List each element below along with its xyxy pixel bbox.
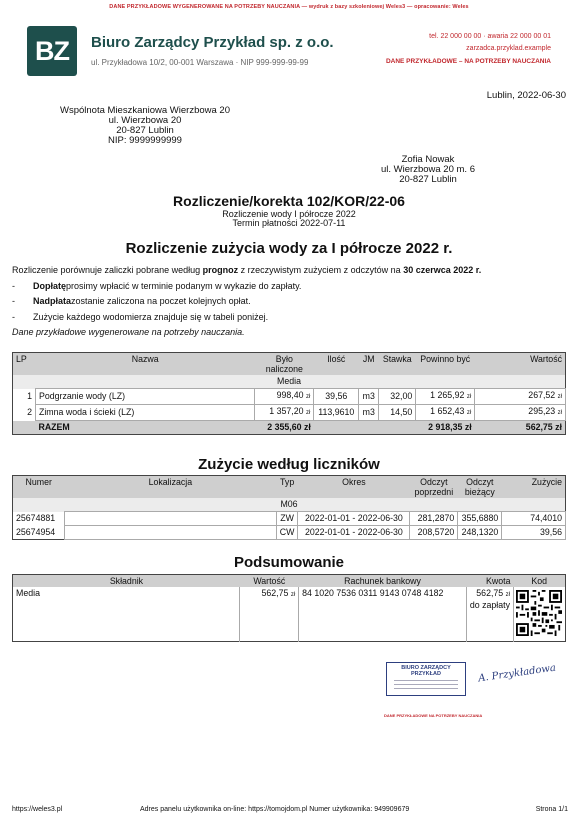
total-row — [13, 421, 566, 435]
company-name: Biuro Zarządcy Przykład sp. z o.o. — [91, 34, 334, 51]
col-component: Składnik — [13, 575, 240, 588]
col-unit: JM — [359, 353, 379, 376]
summary-table — [12, 574, 566, 642]
place-date: Lublin, 2022-06-30 — [486, 90, 566, 101]
contact-email: zarzadca.przyklad.example — [466, 45, 551, 52]
bullet-item: - Zużycie każdego wodomierza znajduje się w tabeli poniżej. — [12, 310, 572, 326]
total-label: RAZEM — [35, 421, 254, 435]
sample-data-note: Dane przykładowe wygenerowane na potrzeby nauczania. — [12, 327, 245, 337]
table-header-row — [13, 353, 566, 376]
bank-account: 84 1020 7536 0311 9143 0748 4182 — [299, 587, 467, 641]
bullet-item: - Nadpłatazostanie zaliczona na poczet kolejnych opłat. — [12, 294, 572, 310]
col-lp: LP — [13, 353, 36, 376]
group-label: M06 — [13, 498, 566, 512]
signature-footnote: DANE PRZYKŁADOWE NA POTRZEBY NAUCZANIA — [384, 713, 483, 718]
footer-website: https://weles3.pl — [12, 806, 63, 813]
seller-nip: NIP: 9999999999 — [108, 135, 182, 146]
total-charged: 2 355,60 zł — [255, 421, 314, 435]
footer-page-number: Strona 1/1 — [535, 806, 568, 813]
seller-street: ul. Wierzbowa 20 — [108, 115, 182, 126]
company-address: ul. Przykładowa 10/2, 00-001 Warszawa · NIP 999-999-99-99 — [91, 58, 309, 67]
payment-due: Termin płatności 2022-07-11 — [232, 218, 346, 228]
table-row: 2 Zimna woda i ścieki (LZ) 1 357,20 zł 113,9610 m3 14,50 1 652,43 zł 295,23 zł — [13, 405, 566, 421]
intro-paragraph: Rozliczenie porównuje zaliczki pobrane według prognoz z rzeczywistym zużyciem z odczytów na 30 czerwca 2022 r. — [12, 265, 482, 275]
settlement-section-title: Rozliczenie zużycia wody za I półrocze 2022 r. — [125, 240, 453, 257]
charges-table — [12, 352, 566, 435]
document-title: Rozliczenie/korekta 102/KOR/22-06 — [173, 193, 405, 209]
seller-name: Wspólnota Mieszkaniowa Wierzbowa 20 — [59, 105, 231, 116]
col-qty: Ilość — [314, 353, 359, 376]
col-amount: Kwota — [466, 575, 513, 588]
meters-table — [12, 475, 566, 540]
intro-text — [12, 263, 572, 341]
handwritten-signature: A. Przykładowa — [477, 662, 557, 685]
col-type: Typ — [276, 476, 298, 499]
col-account: Rachunek bankowy — [299, 575, 467, 588]
col-usage: Zużycie — [502, 476, 566, 499]
document-subtitle: Rozliczenie wody I półrocze 2022 — [222, 209, 356, 219]
company-logo: BZ — [27, 26, 77, 76]
col-period: Okres — [298, 476, 410, 499]
seller-city: 20-827 Lublin — [116, 125, 174, 136]
buyer-name: Zofia Nowak — [401, 154, 455, 165]
col-location: Lokalizacja — [64, 476, 276, 499]
total-value: 562,75 zł — [475, 421, 566, 435]
buyer-street: ul. Wierzbowa 20 m. 6 — [381, 164, 475, 175]
table-row: 25674954 CW 2022-01-01 - 2022-06-30 208,5720 248,1320 39,56 — [13, 526, 566, 540]
group-row — [13, 498, 566, 512]
col-rate: Stawka — [379, 353, 416, 376]
payment-qr-code — [516, 590, 562, 636]
group-label: Media — [13, 375, 566, 389]
company-stamp: BIURO ZARZĄDCY PRZYKŁAD — [386, 662, 466, 696]
training-banner: DANE PRZYKŁADOWE WYGENEROWANE NA POTRZEBY NAUCZANIA — wydruk z bazy szkoleniowej Weles3 — opracowanie: Weles — [109, 4, 469, 10]
col-code: Kod — [513, 575, 565, 588]
col-number: Numer — [13, 476, 65, 499]
buyer-address — [368, 155, 488, 185]
intro-bullets — [12, 279, 572, 326]
summary-row: Media 562,75 zł 84 1020 7536 0311 9143 0748 4182 562,75 zł do zapłaty — [13, 587, 566, 641]
col-curr: Odczyt bieżący — [458, 476, 502, 499]
table-row: 1 Podgrzanie wody (LZ) 998,40 zł 39,56 m3 32,00 1 265,92 zł 267,52 zł — [13, 389, 566, 405]
total-should: 2 918,35 zł — [416, 421, 475, 435]
contact-phone: tel. 22 000 00 00 · awaria 22 000 00 01 — [429, 33, 551, 40]
col-value: Wartość — [240, 575, 299, 588]
table-header-row — [13, 575, 566, 588]
summary-section-title: Podsumowanie — [233, 554, 345, 571]
meters-section-title: Zużycie według liczników — [198, 456, 380, 473]
col-charged: Było naliczone — [255, 353, 314, 376]
table-row: 25674881 ZW 2022-01-01 - 2022-06-30 281,2870 355,6880 74,4010 — [13, 512, 566, 526]
seller-address — [40, 106, 250, 146]
buyer-city: 20-827 Lublin — [399, 174, 457, 185]
group-row — [13, 375, 566, 389]
contact-note: DANE PRZYKŁADOWE – NA POTRZEBY NAUCZANIA — [385, 58, 551, 65]
table-header-row — [13, 476, 566, 499]
footer-panel-info: Adres panelu użytkownika on-line: https://tomojdom.pl Numer użytkownika: 949909679 — [140, 806, 410, 813]
col-name: Nazwa — [35, 353, 254, 376]
col-prev: Odczyt poprzedni — [410, 476, 458, 499]
col-should: Powinno być — [416, 353, 475, 376]
col-value: Wartość — [475, 353, 566, 376]
bullet-item: - Dopłatęprosimy wpłacić w terminie podanym w wykazie do zapłaty. — [12, 279, 572, 295]
